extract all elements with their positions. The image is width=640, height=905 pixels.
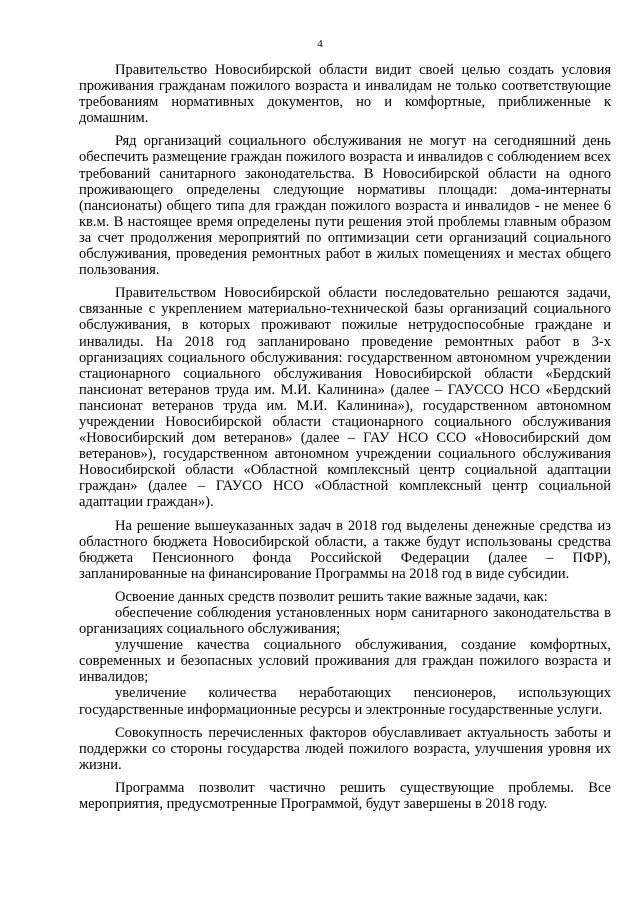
paragraph-repair-tasks: Правительством Новосибирской области последовательно решаются задачи, связанные с укреплением материально-технической базы организаций социального обслуживания, в которых проживают пожилые нетрудоспособные граждане и инвалиды. На 2018 год запланировано проведение ремонтных работ в 3-х организациях социального обслуживания: государственном автономном учреждении стационарного социального обслуживания Новосибирской области «Бердский пансионат ветеранов труда им. М.И. Калинина» (далее – ГАУССО НСО «Бердский пансионат ветеранов труда им. М.И. Калинина»), государственном автономном учреждении Новосибирской области стационарного социального обслуживания «Новосибирский дом ветеранов» (далее – ГАУ НСО ССО «Новосибирский дом ветеранов»), государственном автономном учреждении социального обслуживания Новосибирской области «Областной комплексный центр социальной адаптации граждан» (далее – ГАУСО НСО «Областной комплексный центр социальной адаптации граждан»).	[79, 285, 611, 511]
paragraph-task-e-services: увеличение количества неработающих пенсионеров, использующих государственные информационные ресурсы и электронные государственные услуги.	[79, 685, 611, 718]
paragraph-task-quality: улучшение качества социального обслуживания, создание комфортных, современных и безопасных условий проживания для граждан пожилого возраста и инвалидов;	[79, 637, 611, 686]
paragraph-task-sanitary: обеспечение соблюдения установленных норм санитарного законодательства в организациях социального обслуживания;	[79, 605, 611, 638]
paragraph-funding: На решение вышеуказанных задач в 2018 год выделены денежные средства из областного бюджета Новосибирской области, а также будут использованы средства бюджета Пенсионного фонда Российской Федерации (далее – ПФР), запланированные на финансирование Программы на 2018 год в виде субсидии.	[79, 517, 611, 582]
page-number: 4	[317, 38, 323, 50]
paragraph-sanitary-norms: Ряд организаций социального обслуживания не могут на сегодняшний день обеспечить размещение граждан пожилого возраста и инвалидов с соблюдением всех требований санитарного законодательства. В Новосибирской области на одного проживающего определены следующие нормативы площади: дома-интернаты (пансионаты) общего типа для граждан пожилого возраста и инвалидов - не менее 6 кв.м. В настоящее время определены пути решения этой проблемы главным образом за счет продолжения мероприятий по оптимизации сети организаций социального обслуживания, проведения ремонтных работ в жилых помещениях и местах общего пользования.	[79, 133, 611, 279]
paragraph-relevance: Совокупность перечисленных факторов обуславливает актуальность заботы и поддержки со стороны государства людей пожилого возраста, улучшения уровня их жизни.	[79, 724, 611, 773]
paragraph-tasks-intro: Освоение данных средств позволит решить такие важные задачи, как:	[115, 588, 548, 605]
paragraph-goal: Правительство Новосибирской области видит своей целью создать условия проживания гражданам пожилого возраста и инвалидам не только соответствующие требованиям нормативных документов, но и комфортные, приближенные к домашним.	[79, 62, 611, 127]
document-body	[79, 62, 611, 819]
paragraph-conclusion: Программа позволит частично решить существующие проблемы. Все мероприятия, предусмотренные Программой, будут завершены в 2018 году.	[79, 779, 611, 813]
